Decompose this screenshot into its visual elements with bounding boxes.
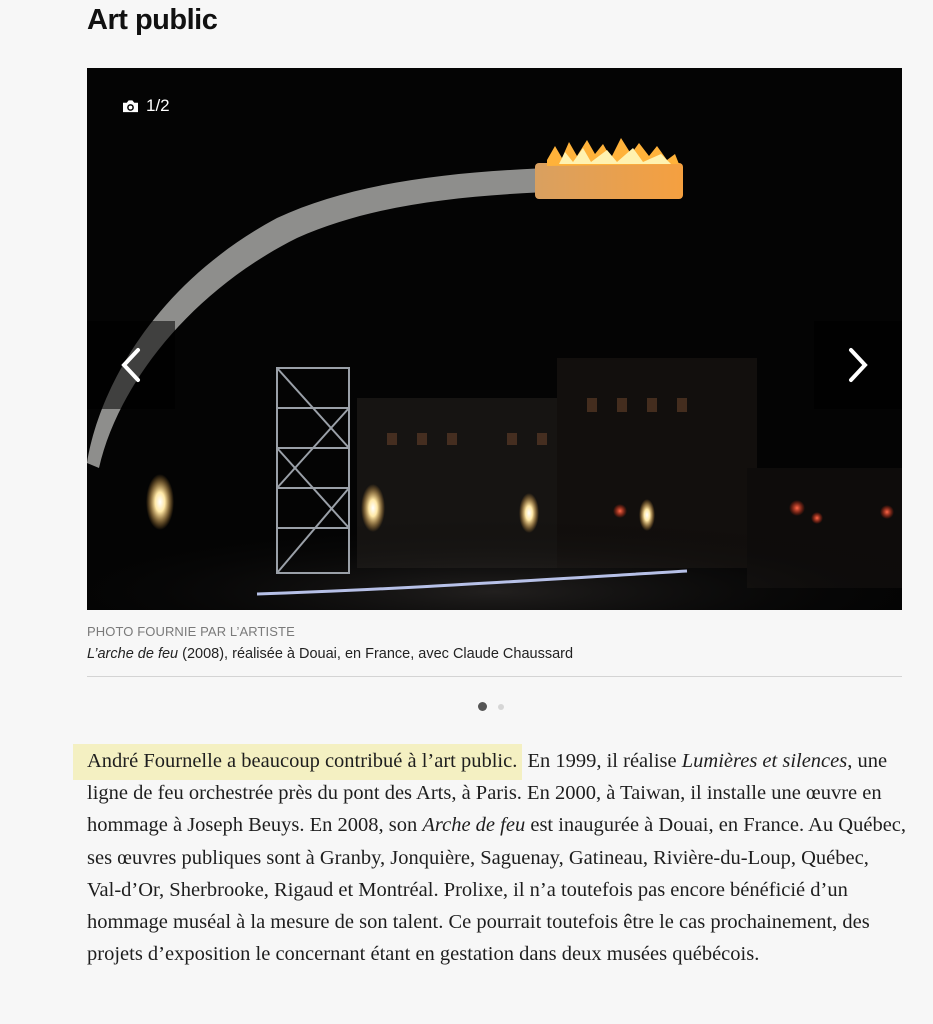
artwork-title-1: Lumières et silences [681, 750, 848, 772]
article-paragraph [87, 745, 907, 970]
photo-slideshow[interactable] [87, 68, 902, 610]
highlighted-sentence: André Fournelle a beaucoup contribué à l’art public. [73, 744, 522, 780]
next-slide-button[interactable] [814, 321, 902, 409]
article-text-3: est inaugurée à Douai, en France. Au Québec, ses œuvres publiques sont à Granby, Jonquière, Saguenay, Gatineau, Rivière-du-Loup, Québec, Val-d’Or, Sherbrooke, Rigaud et Montréal. Prolixe, il n’a toutefois pas encore bénéficié d’un hommage muséal à la mesure de son talent. Ce pourrait toutefois être le cas prochainement, des projets d’exposition le concernant étant en gestation dans deux musées québécois. [87, 814, 907, 966]
slide-dot-2[interactable] [498, 704, 504, 710]
artwork-title-2: Arche de feu [422, 814, 526, 837]
chevron-left-icon [116, 346, 146, 384]
caption-divider [87, 676, 902, 677]
photo-credit: PHOTO FOURNIE PAR L’ARTISTE [87, 624, 295, 639]
chevron-right-icon [843, 346, 873, 384]
article-text-2: , une ligne de feu orchestrée près du pont des Arts, à Paris. En 2000, à Taiwan, il installe une œuvre en hommage à Joseph Beuys. En 2008, son [87, 750, 888, 837]
slide-counter [121, 95, 170, 117]
slide-photo [87, 68, 902, 610]
previous-slide-button[interactable] [87, 321, 175, 409]
caption-text: (2008), réalisée à Douai, en France, avec Claude Chaussard [178, 646, 574, 662]
photo-caption [87, 646, 902, 662]
camera-icon [121, 99, 140, 114]
slide-pagination [478, 702, 504, 711]
article-text-1: En 1999, il réalise [522, 750, 682, 772]
slide-counter-text: 1/2 [146, 96, 170, 115]
section-title: Art public [87, 4, 218, 36]
caption-artwork-title: L’arche de feu [87, 646, 179, 662]
slide-dot-1[interactable] [478, 702, 487, 711]
